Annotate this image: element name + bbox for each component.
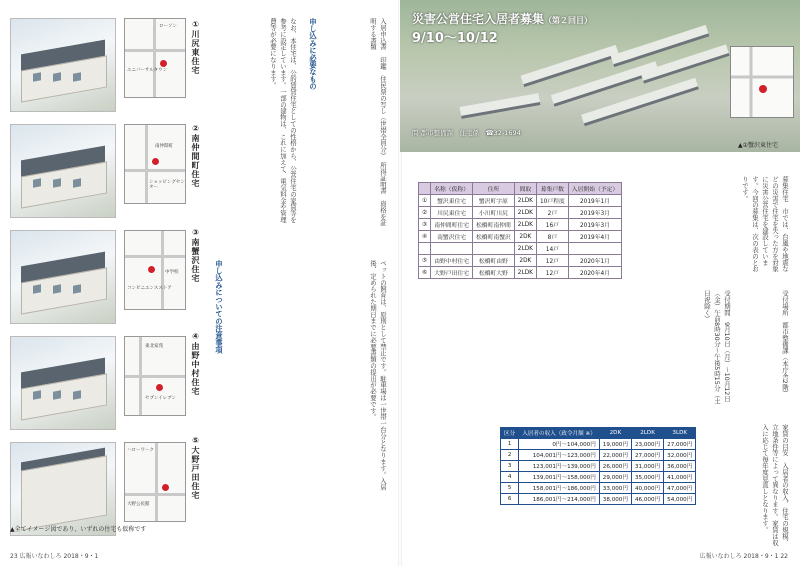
table-cell: 36,000円 xyxy=(664,461,696,472)
rent-table xyxy=(500,427,696,505)
map-label: ユニバーサルタウン xyxy=(127,68,168,73)
table-cell: ② xyxy=(419,207,431,219)
table-cell: 22,000円 xyxy=(599,450,631,461)
table-cell: 松橋町大野 xyxy=(473,267,515,279)
table-cell: 2019年3月 xyxy=(568,219,621,231)
right-body-text-4: 家賃の目安 入居者の収入、住宅の規模、立地条件等によって異なります。家賃は収入に応じて毎年度見直しとなります。 xyxy=(761,424,789,546)
hero-location-map xyxy=(730,46,794,118)
table-row xyxy=(419,231,622,243)
table-row xyxy=(419,219,622,231)
table-cell xyxy=(419,243,431,255)
table-cell: 10戸程度 xyxy=(536,195,568,207)
table-header-cell: 入居者の収入（政令月額 ※） xyxy=(519,428,600,439)
table-cell: 14戸 xyxy=(536,243,568,255)
table-cell: 由野中村住宅 xyxy=(431,255,473,267)
table-cell: 大野戸田住宅 xyxy=(431,267,473,279)
table-cell: 2戸 xyxy=(536,207,568,219)
table-cell: 2 xyxy=(501,450,519,461)
location-map-5 xyxy=(124,442,186,522)
table-cell: 46,000円 xyxy=(631,494,663,505)
page-number-left: 23 広報いなわしろ 2018・9・1 xyxy=(10,553,99,560)
table-cell: ⑤ xyxy=(419,255,431,267)
table-row xyxy=(501,439,696,450)
table-cell: 0円〜104,000円 xyxy=(519,439,600,450)
table-cell: 南仲間町住宅 xyxy=(431,219,473,231)
table-cell: ④ xyxy=(419,231,431,243)
building-title-4: ④由野中村住宅 xyxy=(191,332,200,396)
location-map-1 xyxy=(124,18,186,98)
left-heading-required-items: 申し込みに必要なもの xyxy=(309,18,318,90)
rent-table-header xyxy=(501,428,696,439)
table-cell: 123,001円〜139,000円 xyxy=(519,461,600,472)
table-row xyxy=(419,267,622,279)
table-cell: ① xyxy=(419,195,431,207)
table-cell: 川尻東住宅 xyxy=(431,207,473,219)
map-label: 東北家苑 xyxy=(145,344,163,349)
table-cell: 6 xyxy=(501,494,519,505)
location-map-2 xyxy=(124,124,186,204)
table-cell xyxy=(473,243,515,255)
image-caption: ▲全てイメージ図であり、いずれの住宅も仮称です xyxy=(10,526,147,533)
table-header-cell: 入居開始（予定） xyxy=(568,183,621,195)
recruitment-dates: 9/10〜10/12 xyxy=(412,31,498,46)
right-body-text-3: 受付場所 都市整備課（本庁舎2階） xyxy=(781,290,789,397)
left-body-text-2: 入居申込書 印鑑 住民票の写し（世帯全員分） 所得証明書 資格を証明する書類 xyxy=(369,18,387,226)
table-cell: 35,000円 xyxy=(631,472,663,483)
map-label: セブンイレブン xyxy=(145,396,176,401)
building-rendering-1 xyxy=(10,18,116,112)
table-cell: 38,000円 xyxy=(599,494,631,505)
recruitment-subtitle: （第２回目） xyxy=(544,16,593,25)
table-header-cell xyxy=(419,183,431,195)
table-cell: 2DK xyxy=(514,255,536,267)
table-cell: 2019年4月 xyxy=(568,231,621,243)
hero-map-roads xyxy=(731,47,793,117)
table-cell: ③ xyxy=(419,219,431,231)
table-cell: 蟹沢町字原 xyxy=(473,195,515,207)
contact-info: 問 都市整備課 住宅係 ☎32-1694 xyxy=(412,129,521,137)
table-cell: 2LDK xyxy=(514,219,536,231)
table-header-cell: 2DK xyxy=(599,428,631,439)
units-table-header xyxy=(419,183,622,195)
table-row xyxy=(501,450,696,461)
table-cell: 2020年4月 xyxy=(568,267,621,279)
table-row xyxy=(419,207,622,219)
table-cell: 5 xyxy=(501,483,519,494)
table-cell: 松橋町南蟹沢 xyxy=(473,231,515,243)
table-row xyxy=(419,195,622,207)
table-header-cell: 間取 xyxy=(514,183,536,195)
table-cell: 158,001円〜186,000円 xyxy=(519,483,600,494)
table-row xyxy=(501,494,696,505)
table-cell: 54,000円 xyxy=(664,494,696,505)
building-rendering-column xyxy=(10,18,114,548)
table-cell: 2020年1月 xyxy=(568,255,621,267)
table-cell: 12戸 xyxy=(536,255,568,267)
map-pin-icon xyxy=(159,59,168,68)
table-cell: 41,000円 xyxy=(664,472,696,483)
table-cell: 16戸 xyxy=(536,219,568,231)
table-cell: 蟹沢東住宅 xyxy=(431,195,473,207)
table-header-cell: 区分 xyxy=(501,428,519,439)
table-cell: 27,000円 xyxy=(664,439,696,450)
building-title-1: ①川尻東住宅 xyxy=(191,20,200,75)
table-cell: 小川町川尻 xyxy=(473,207,515,219)
map-pin-icon xyxy=(155,383,164,392)
table-cell: 南蟹沢住宅 xyxy=(431,231,473,243)
table-header-cell: 住所 xyxy=(473,183,515,195)
location-map-column xyxy=(124,18,186,548)
table-cell: 4 xyxy=(501,472,519,483)
map-label: 大野公民館 xyxy=(127,502,150,507)
table-cell: 19,000円 xyxy=(599,439,631,450)
building-rendering-3 xyxy=(10,230,116,324)
map-label: ローソン xyxy=(159,24,177,29)
map-label: ハローワーク xyxy=(127,448,154,453)
table-cell: 2019年1月 xyxy=(568,195,621,207)
table-cell: ⑥ xyxy=(419,267,431,279)
table-cell: 2DK xyxy=(514,231,536,243)
table-cell: 2LDK xyxy=(514,267,536,279)
right-body-text-2: 受付期間 9月10日（月）〜10月12日（金）午前8時30分〜午後5時15分（土日祝除く） xyxy=(703,290,731,404)
table-cell: 139,001円〜158,000円 xyxy=(519,472,600,483)
table-row xyxy=(501,483,696,494)
table-row xyxy=(419,255,622,267)
table-header-cell: 募集戸数 xyxy=(536,183,568,195)
right-page xyxy=(400,0,800,566)
left-body-text-1: なお、本住宅は、公的賃貸住宅としての性格から、公営住宅の家賃等を参考に設定しています。一部の建物は、これに加えて、電気料金や管理費等が必要になります。 xyxy=(269,18,297,223)
table-cell: 23,000円 xyxy=(631,439,663,450)
table-cell xyxy=(568,243,621,255)
table-cell: 1 xyxy=(501,439,519,450)
left-body-text-3: ペットの飼育は、原則として禁止です。駐車場は一世帯一台分となります。入居後、定められた期日までに必要書類の提出が必要です。 xyxy=(369,260,387,491)
table-row xyxy=(501,472,696,483)
table-cell: 104,001円〜123,000円 xyxy=(519,450,600,461)
table-cell: 27,000円 xyxy=(631,450,663,461)
table-cell: 32,000円 xyxy=(664,450,696,461)
table-cell: 2LDK xyxy=(514,195,536,207)
map-label: 南仲間町 xyxy=(155,144,173,149)
hero-caption: ▲①蟹沢東住宅 xyxy=(738,142,778,149)
building-title-2: ②南仲間町住宅 xyxy=(191,124,200,188)
building-title-3: ③南蟹沢住宅 xyxy=(191,228,200,283)
table-header-cell: 3LDK xyxy=(664,428,696,439)
building-title-5: ⑤大野戸田住宅 xyxy=(191,436,200,500)
table-cell: 26,000円 xyxy=(599,461,631,472)
table-cell: 12戸 xyxy=(536,267,568,279)
table-cell: 2LDK xyxy=(514,243,536,255)
map-label: コンビニエンスストア xyxy=(127,286,172,291)
table-cell: 186,001円〜214,000円 xyxy=(519,494,600,505)
table-cell: 松橋町南仲間 xyxy=(473,219,515,231)
table-cell: 3 xyxy=(501,461,519,472)
table-cell: 8戸 xyxy=(536,231,568,243)
building-rendering-2 xyxy=(10,124,116,218)
location-map-4 xyxy=(124,336,186,416)
map-pin-icon xyxy=(151,157,160,166)
table-cell: 40,000円 xyxy=(631,483,663,494)
building-rendering-4 xyxy=(10,336,116,430)
location-map-3 xyxy=(124,230,186,310)
map-label: ショッピングセンター xyxy=(149,180,185,190)
table-cell: 29,000円 xyxy=(599,472,631,483)
table-cell xyxy=(431,243,473,255)
map-pin-icon xyxy=(147,265,156,274)
table-row xyxy=(501,461,696,472)
map-pin-icon xyxy=(161,483,170,492)
left-heading-notes: 申し込みについての注意事項 xyxy=(215,260,224,354)
map-label: 中学校 xyxy=(165,270,179,275)
building-rendering-5 xyxy=(10,442,116,536)
table-cell: 33,000円 xyxy=(599,483,631,494)
table-cell: 2LDK xyxy=(514,207,536,219)
table-cell: 松橋町由野 xyxy=(473,255,515,267)
page-number-right: 広報いなわしろ 2018・9・1 22 xyxy=(699,553,788,560)
table-header-cell: 2LDK xyxy=(631,428,663,439)
table-cell: 31,000円 xyxy=(631,461,663,472)
table-cell: 2019年3月 xyxy=(568,207,621,219)
table-header-cell: 名称（仮称） xyxy=(431,183,473,195)
table-row xyxy=(419,243,622,255)
right-body-text-1: 募集住宅 市では、台風や地震などの災害で住宅を失った方を対象に災害公営住宅を建設しています。今回の募集は、次の表のとおりです。 xyxy=(741,176,789,272)
units-table xyxy=(418,182,622,279)
recruitment-title: 災害公営住宅入居者募集（第２回目） xyxy=(412,12,593,26)
table-cell: 47,000円 xyxy=(664,483,696,494)
